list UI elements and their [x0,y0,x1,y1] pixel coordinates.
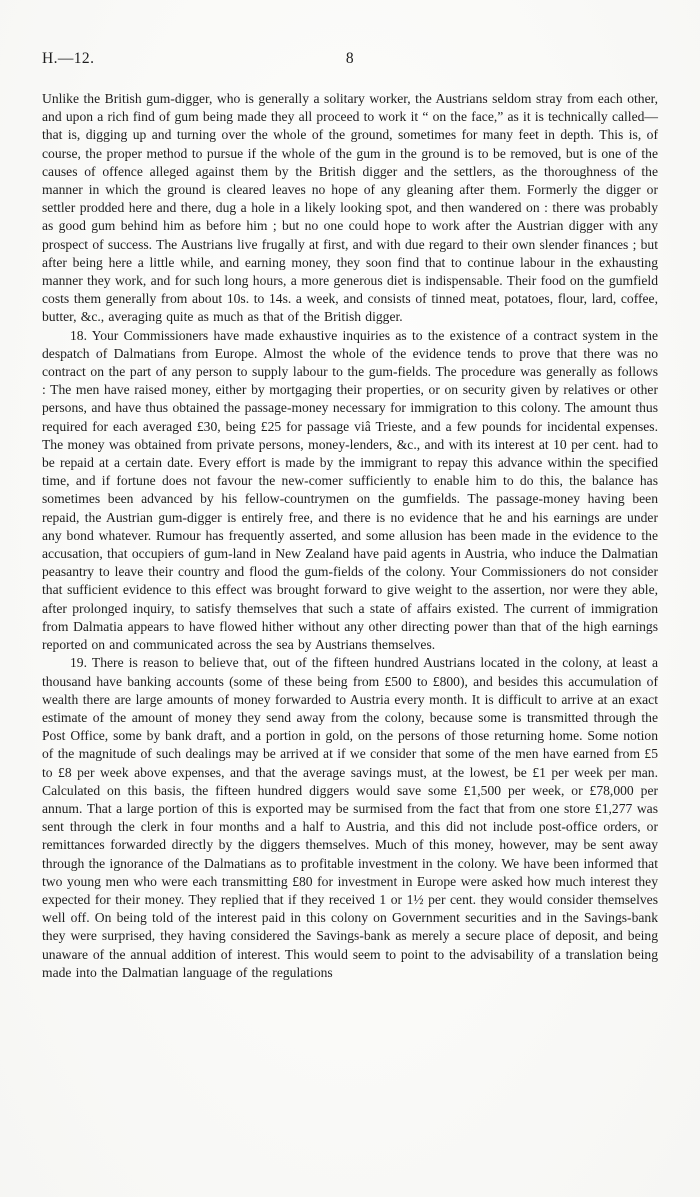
page-header [42,50,658,72]
paragraph: Unlike the British gum-digger, who is generally a solitary worker, the Austrians seldom stray from each other, and upon a rich find of gum being made they all proceed to work it “ on the face,” as it is technically called—that is, digging up and turning over the whole of the ground, sometimes for many feet in depth. This is, of course, the proper method to pursue if the whole of the gum in the ground is to be removed, but is one of the causes of offence alleged against them by the British digger and the settlers, as the thoroughness of the manner in which the ground is cleared leaves no hope of any gleaning after them. Formerly the digger or settler prodded here and there, dug a hole in a likely looking spot, and then wandered on : there was probably as good gum behind him as before him ; but no one could hope to work after the Austrian digger with any prospect of success. The Austrians live frugally at first, and with due regard to their own slender finances ; but after being here a little while, and earning money, they soon find that to continue labour in the exhausting manner they work, and for such long hours, a more generous diet is indispensable. Their food on the gumfield costs them generally from about 10s. to 14s. a week, and consists of tinned meat, potatoes, flour, lard, coffee, butter, &c., averaging quite as much as that of the British digger. [42,91,658,325]
paragraph: 18. Your Commissioners have made exhaustive inquiries as to the existence of a contract system in the despatch of Dalmatians from Europe. Almost the whole of the evidence tends to prove that there was no contract on the part of any person to supply labour to the gum-fields. The procedure was generally as follows : The men have raised money, either by mortgaging their properties, or on security given by relatives or other persons, and have thus obtained the passage-money necessary for immigration to this colony. The amount thus required for each averaged £30, being £25 for passage viâ Trieste, and a few pounds for incidental expenses. The money was obtained from private persons, money-lenders, &c., and with its interest at 10 per cent. had to be repaid at a certain date. Every effort is made by the immigrant to repay this advance within the specified time, and if fortune does not favour the new-comer sufficiently to enable him to do this, the balance has sometimes been advanced by his fellow-countrymen on the gumfields. The passage-money having been repaid, the Austrian gum-digger is entirely free, and there is no evidence that he and his earnings are under any bond whatever. Rumour has frequently asserted, and some allusion has been made in the evidence to the accusation, that occupiers of gum-land in New Zealand have paid agents in Austria, who induce the Dalmatian peasantry to leave their country and flood the gum-fields of the colony. Your Commissioners do not consider that sufficient evidence to this effect was brought forward to give weight to the assertion, nor were they able, after prolonged inquiry, to satisfy themselves that such a state of affairs existed. The current of immigration from Dalmatia appears to have flowed hither without any other directing power than that of the high earnings reported on and communicated across the sea by Austrians themselves. [42,327,658,653]
report-reference: H.—12. [42,50,95,67]
document-body [42,90,658,982]
paragraph: 19. There is reason to believe that, out of the fifteen hundred Austrians located in the colony, at least a thousand have banking accounts (some of these being from £500 to £800), and besides this accumulation of wealth there are large amounts of money forwarded to Austria every month. It is difficult to arrive at an exact estimate of the amount of money they send away from the colony, because some is transmitted through the Post Office, some by bank draft, and a portion in gold, on the persons of those returning home. Some notion of the magnitude of such dealings may be arrived at if we consider that some of the men have earned from £5 to £8 per week above expenses, and that the average savings must, at the lowest, be £1 per week per man. Calculated on this basis, the fifteen hundred diggers would save some £1,500 per week, or £78,000 per annum. That a large portion of this is exported may be surmised from the fact that from one store £1,277 was sent through the clerk in four months and a half to Austria, and this did not include post-office orders, or remittances forwarded directly by the diggers themselves. Much of this money, however, may be sent away through the ignorance of the Dalmatians as to profitable investment in the colony. We have been informed that two young men who were each transmitting £80 for investment in Europe were asked how much interest they expected for their money. They replied that if they received 1 or 1½ per cent. they would consider themselves well off. On being told of the interest paid in this colony on Government securities and in the Savings-bank they were surprised, they having considered the Savings-bank as merely a secure place of deposit, and being unaware of the annual addition of interest. This would seem to point to the advisability of a translation being made into the Dalmatian language of the regulations [42,655,658,980]
page-number: 8 [345,50,355,67]
